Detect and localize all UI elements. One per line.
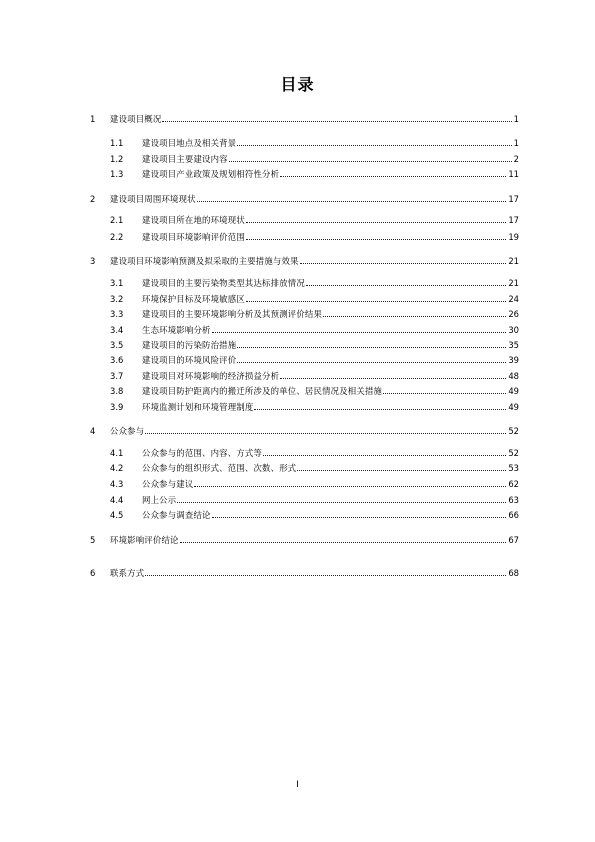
toc-page-number: 53 bbox=[508, 463, 519, 473]
toc-title: 环境监测计划和环境管理制度 bbox=[142, 402, 254, 412]
toc-page-number: 11 bbox=[508, 169, 519, 179]
toc-chapter[interactable] bbox=[0, 193, 595, 205]
toc-title: 建设项目所在地的环境现状 bbox=[142, 215, 245, 225]
toc-number: 5 bbox=[90, 535, 96, 545]
toc-page-number: 52 bbox=[508, 448, 519, 458]
dot-leader bbox=[237, 137, 511, 146]
toc-number: 3 bbox=[90, 256, 96, 266]
toc-title: 建设项目主要建设内容 bbox=[142, 154, 228, 164]
toc-page-number: 2 bbox=[513, 154, 519, 164]
toc-page-number: 1 bbox=[513, 138, 519, 148]
toc-title: 网上公示 bbox=[142, 495, 177, 505]
toc-title: 公众参与 bbox=[110, 426, 145, 436]
toc-number: 6 bbox=[90, 568, 96, 578]
dot-leader bbox=[229, 153, 512, 162]
dot-leader bbox=[246, 214, 506, 223]
toc-number: 3.4 bbox=[110, 325, 124, 335]
toc-title: 建设项目周围环境现状 bbox=[110, 194, 196, 204]
toc-section[interactable] bbox=[0, 324, 595, 336]
toc-section[interactable] bbox=[0, 354, 595, 366]
dot-leader bbox=[162, 113, 511, 122]
toc-chapter[interactable] bbox=[0, 113, 595, 125]
dot-leader bbox=[237, 354, 506, 363]
toc-title: 建设项目产业政策及规划相符性分析 bbox=[142, 169, 280, 179]
toc-title: 建设项目环境影响评价范围 bbox=[142, 232, 245, 242]
toc-number: 4.3 bbox=[110, 479, 124, 489]
toc-number: 3.9 bbox=[110, 402, 124, 412]
toc-page-number: 30 bbox=[508, 325, 519, 335]
toc-number: 3.1 bbox=[110, 278, 124, 288]
toc-title: 建设项目防护距离内的搬迁所涉及的单位、居民情况及相关措施 bbox=[142, 386, 383, 396]
dot-leader bbox=[297, 462, 506, 471]
toc-page-number: 1 bbox=[513, 114, 519, 124]
toc-chapter[interactable] bbox=[0, 534, 595, 546]
dot-leader bbox=[197, 193, 507, 202]
toc-page-number: 39 bbox=[508, 355, 519, 365]
toc-title: 公众参与的组织形式、范围、次数、形式 bbox=[142, 463, 297, 473]
toc-page-number: 62 bbox=[508, 479, 519, 489]
toc-title: 建设项目的污染防治措施 bbox=[142, 340, 237, 350]
toc-chapter[interactable] bbox=[0, 255, 595, 267]
dot-leader bbox=[323, 308, 506, 317]
dot-leader bbox=[300, 255, 507, 264]
toc-page-number: 66 bbox=[508, 510, 519, 520]
dot-leader bbox=[177, 494, 506, 503]
toc-page-number: 52 bbox=[508, 426, 519, 436]
toc-section[interactable] bbox=[0, 231, 595, 243]
toc-chapter[interactable] bbox=[0, 567, 595, 579]
toc-title: 公众参与的范围、内容、方式等 bbox=[142, 448, 263, 458]
page-title: 目录 bbox=[280, 75, 315, 94]
toc-title: 公众参与调查结论 bbox=[142, 510, 211, 520]
toc-number: 3.2 bbox=[110, 294, 124, 304]
toc-title: 环境保护目标及环境敏感区 bbox=[142, 294, 245, 304]
toc-number: 4 bbox=[90, 426, 96, 436]
dot-leader bbox=[237, 339, 506, 348]
toc-section[interactable] bbox=[0, 214, 595, 226]
toc-number: 2.1 bbox=[110, 215, 124, 225]
toc-section[interactable] bbox=[0, 447, 595, 459]
toc-section[interactable] bbox=[0, 293, 595, 305]
toc-number: 3.5 bbox=[110, 340, 124, 350]
toc-number: 4.1 bbox=[110, 448, 124, 458]
toc-title: 建设项目概况 bbox=[110, 114, 162, 124]
toc-number: 4.2 bbox=[110, 463, 124, 473]
toc-number: 4.4 bbox=[110, 495, 124, 505]
toc-number: 1.1 bbox=[110, 138, 124, 148]
toc-page-number: 68 bbox=[508, 568, 519, 578]
dot-leader bbox=[180, 534, 507, 543]
toc-number: 3.8 bbox=[110, 386, 124, 396]
toc-section[interactable] bbox=[0, 137, 595, 149]
dot-leader bbox=[280, 370, 506, 379]
dot-leader bbox=[383, 385, 506, 394]
toc-page-number: 17 bbox=[508, 215, 519, 225]
toc-section[interactable] bbox=[0, 168, 595, 180]
dot-leader bbox=[246, 231, 506, 240]
dot-leader bbox=[306, 277, 506, 286]
toc-page-number: 26 bbox=[508, 309, 519, 319]
dot-leader bbox=[212, 509, 507, 518]
dot-leader bbox=[263, 447, 506, 456]
toc-page-number: 19 bbox=[508, 232, 519, 242]
toc-section[interactable] bbox=[0, 494, 595, 506]
dot-leader bbox=[280, 168, 506, 177]
dot-leader bbox=[254, 401, 506, 410]
dot-leader bbox=[145, 425, 506, 434]
toc-page-number: 35 bbox=[508, 340, 519, 350]
toc-section[interactable] bbox=[0, 153, 595, 165]
toc-number: 3.7 bbox=[110, 371, 124, 381]
toc-title: 建设项目的主要污染物类型其达标排放情况 bbox=[142, 278, 305, 288]
toc-section[interactable] bbox=[0, 339, 595, 351]
toc-section[interactable] bbox=[0, 308, 595, 320]
toc-title: 公众参与建议 bbox=[142, 479, 194, 489]
toc-section[interactable] bbox=[0, 385, 595, 397]
toc-page-number: 63 bbox=[508, 495, 519, 505]
toc-section[interactable] bbox=[0, 370, 595, 382]
toc-number: 2.2 bbox=[110, 232, 124, 242]
toc-section[interactable] bbox=[0, 401, 595, 413]
toc-title: 环境影响评价结论 bbox=[110, 535, 179, 545]
toc-page-number: 21 bbox=[508, 278, 519, 288]
toc-page-number: 48 bbox=[508, 371, 519, 381]
toc-number: 1.3 bbox=[110, 169, 124, 179]
toc-section[interactable] bbox=[0, 462, 595, 474]
toc-title: 建设项目地点及相关背景 bbox=[142, 138, 237, 148]
toc-number: 1.2 bbox=[110, 154, 124, 164]
toc-title: 生态环境影响分析 bbox=[142, 325, 211, 335]
dot-leader bbox=[212, 324, 507, 333]
toc-page-number: 49 bbox=[508, 386, 519, 396]
toc-title: 建设项目对环境影响的经济损益分析 bbox=[142, 371, 280, 381]
toc-title: 建设项目环境影响预测及拟采取的主要措施与效果 bbox=[110, 256, 299, 266]
toc-page-number: 67 bbox=[508, 535, 519, 545]
page-number: I bbox=[296, 780, 299, 790]
toc-number: 4.5 bbox=[110, 510, 124, 520]
toc-title: 建设项目的环境风险评价 bbox=[142, 355, 237, 365]
toc-page-number: 21 bbox=[508, 256, 519, 266]
toc-section[interactable] bbox=[0, 277, 595, 289]
toc-number: 1 bbox=[90, 114, 96, 124]
toc-section[interactable] bbox=[0, 478, 595, 490]
dot-leader bbox=[246, 293, 506, 302]
toc-page-number: 17 bbox=[508, 194, 519, 204]
toc-page-number: 24 bbox=[508, 294, 519, 304]
toc-page-number: 49 bbox=[508, 402, 519, 412]
toc-chapter[interactable] bbox=[0, 425, 595, 437]
toc-number: 3.3 bbox=[110, 309, 124, 319]
toc-title: 建设项目的主要环境影响分析及其预测评价结果 bbox=[142, 309, 323, 319]
dot-leader bbox=[194, 478, 506, 487]
toc-section[interactable] bbox=[0, 509, 595, 521]
dot-leader bbox=[145, 567, 506, 576]
toc-number: 2 bbox=[90, 194, 96, 204]
toc-title: 联系方式 bbox=[110, 568, 145, 578]
toc-number: 3.6 bbox=[110, 355, 124, 365]
